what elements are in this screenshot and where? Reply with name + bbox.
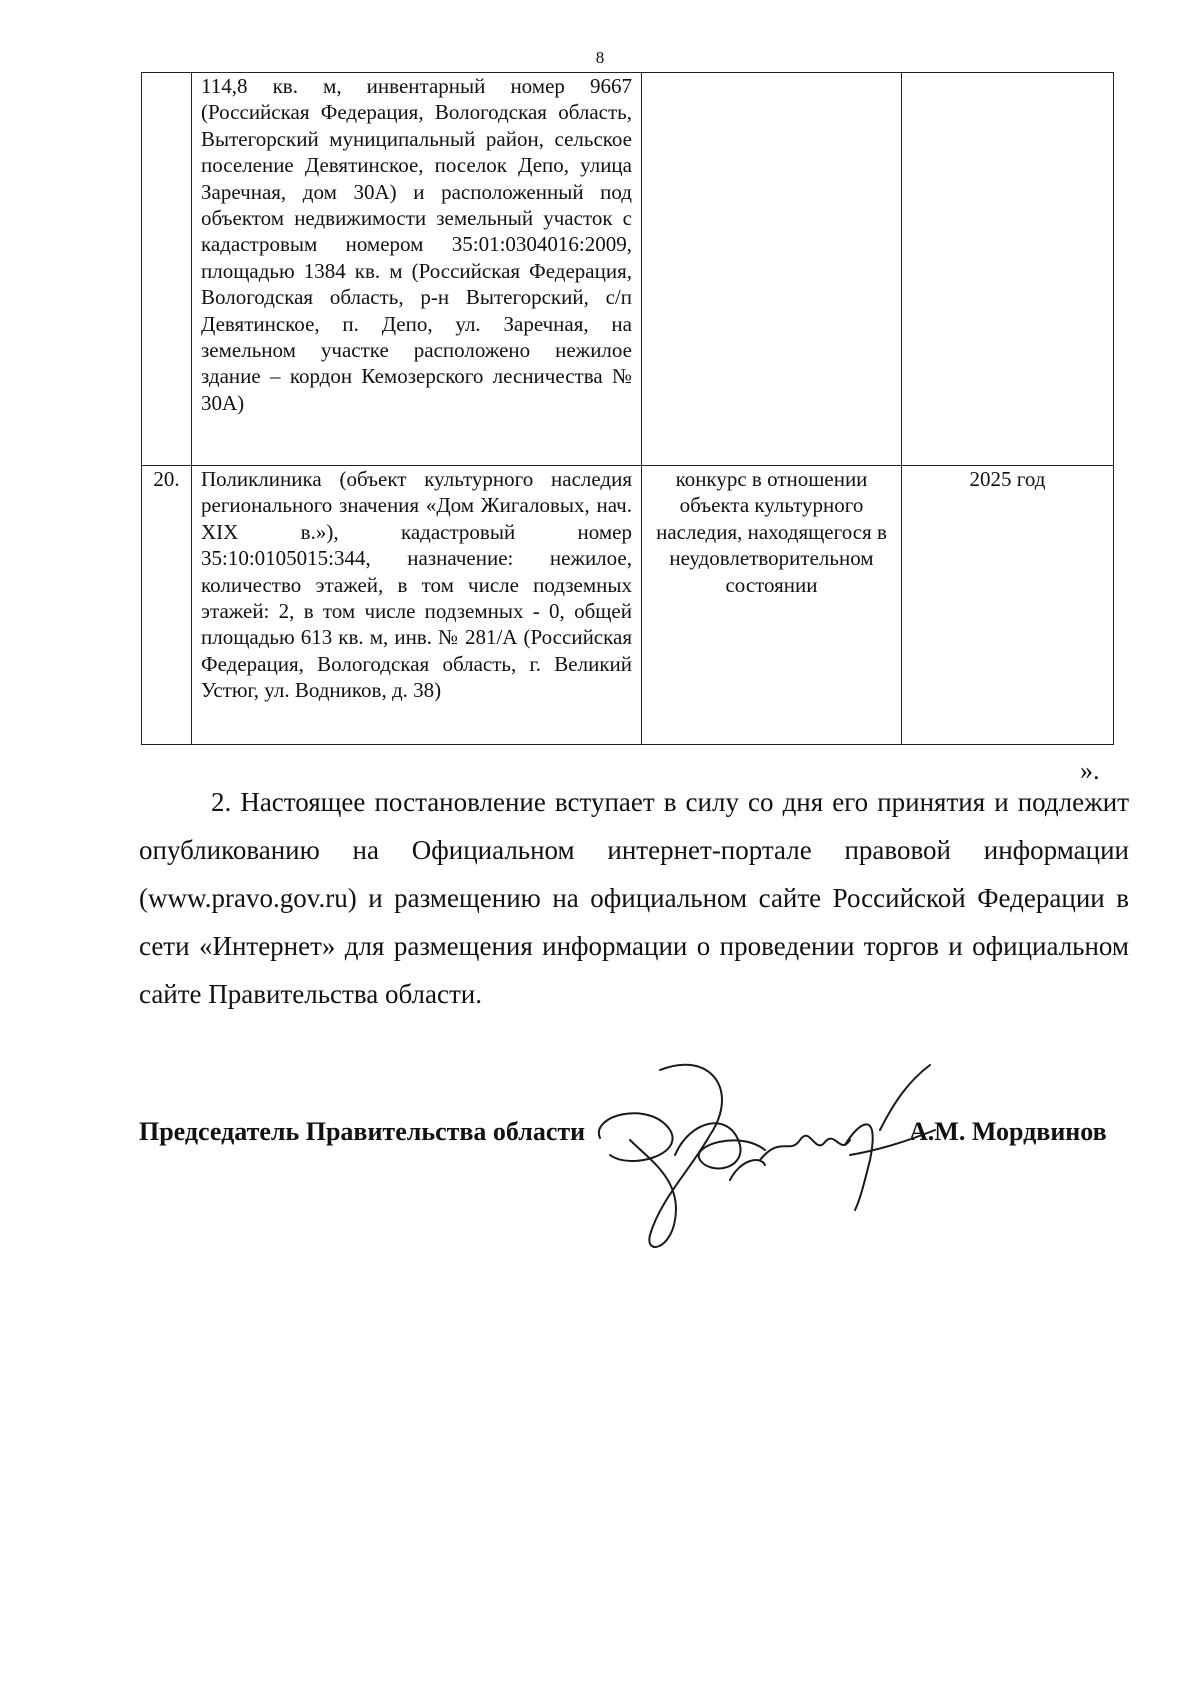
closing-quote: ». (1080, 756, 1100, 785)
object-description: 114,8 кв. м, инвентарный номер 9667 (Российская Федерация, Вологодская область, Вытегорский муниципальный район, сельское поселение Девятинское, поселок Депо, улица Заречная, дом 30А) и расположенный под объектом недвижимости земельный участок с кадастровым номером 35:01:0304016:2009, площадью 1384 кв. м (Российская Федерация, Вологодская область, р-н Вытегорский, с/п Девятинское, п. Депо, ул. Заречная, на земельном участке расположено нежилое здание – кордон Кемозерского лесничества № 30А) (192, 73, 642, 466)
clause-2: 2. Настоящее постановление вступает в силу со дня его принятия и подлежит опубликованию на Официальном интернет-портале правовой информации (www.pravo.gov.ru) и размещению на официальном сайте Российской Федерации в сети «Интернет» для размещения информации о проведении торгов и официальном сайте Правительства области. (139, 787, 1129, 1009)
property-table (141, 72, 1114, 745)
object-description: Поликлиника (объект культурного наследия регионального значения «Дом Жигаловых, нач. XIX в.»), кадастровый номер 35:10:0105015:344, назначение: нежилое, количество этажей, в том числе подземных этажей: 2, в том числе подземных - 0, общей площадью 613 кв. м, инв. № 281/А (Российская Федерация, Вологодская область, г. Великий Устюг, ул. Водников, д. 38) (192, 466, 642, 745)
signatory-name: А.М. Мордвинов (909, 1117, 1107, 1146)
signature-block (139, 1117, 1129, 1157)
page-number: 8 (595, 48, 605, 67)
row-number: 20. (142, 466, 192, 745)
privatization-year (902, 73, 1114, 466)
signatory-position: Председатель Правительства области (139, 1117, 586, 1146)
table-row (142, 466, 1114, 745)
privatization-method (642, 73, 902, 466)
handwritten-signature (590, 1060, 950, 1260)
table-row (142, 73, 1114, 466)
privatization-method: конкурс в отношении объекта культурного наследия, находящегося в неудовлетворительном состоянии (642, 466, 902, 745)
row-number (142, 73, 192, 466)
privatization-year: 2025 год (902, 466, 1114, 745)
